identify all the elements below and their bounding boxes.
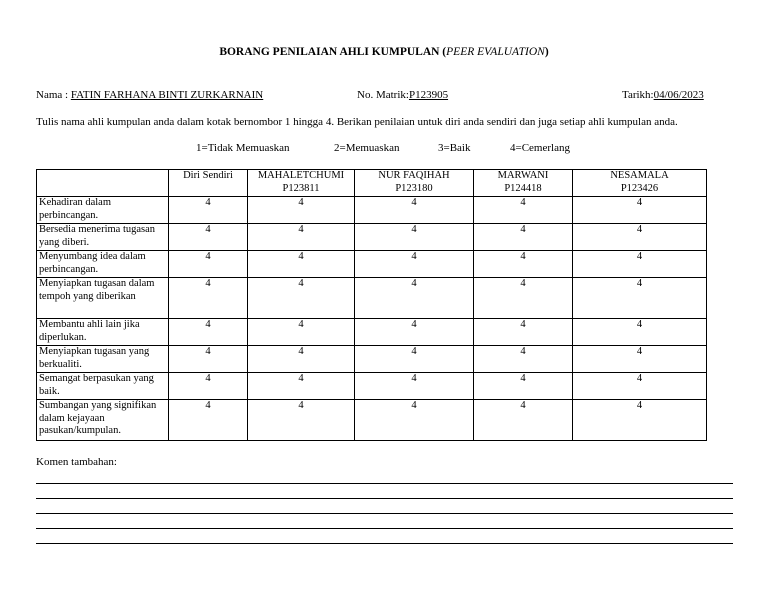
- nama-line: [36, 89, 263, 101]
- criterion-cell: Menyiapkan tugasan dalam tempoh yang diberikan: [37, 278, 169, 319]
- table-row: [37, 400, 707, 441]
- col-matrik: P123426: [620, 182, 659, 194]
- score-cell: 4: [355, 373, 474, 400]
- matrik-value: P123905: [408, 89, 449, 101]
- table-header-row: [37, 170, 707, 197]
- score-cell: 4: [169, 197, 248, 224]
- score-cell: 4: [573, 278, 707, 319]
- score-cell: 4: [474, 197, 573, 224]
- score-cell: 4: [169, 319, 248, 346]
- matrik-label: No. Matrik:: [357, 89, 409, 101]
- title-end: ): [544, 46, 549, 58]
- score-cell: 4: [573, 346, 707, 373]
- score-cell: 4: [355, 346, 474, 373]
- instruction-text: Tulis nama ahli kumpulan anda dalam kotak bernombor 1 hingga 4. Berikan penilaian untuk diri anda sendiri dan juga setiap ahli kumpulan anda.: [36, 116, 678, 128]
- criterion-cell: Bersedia menerima tugasan yang diberi.: [37, 224, 169, 251]
- score-cell: 4: [248, 224, 355, 251]
- title-main: BORANG PENILAIAN AHLI KUMPULAN (: [219, 46, 447, 58]
- criterion-cell: Menyumbang idea dalam perbincangan.: [37, 251, 169, 278]
- score-cell: 4: [355, 319, 474, 346]
- table-row: [37, 278, 707, 319]
- criterion-cell: Sumbangan yang signifikan dalam kejayaan pasukan/kumpulan.: [37, 400, 169, 441]
- header-col-3: [474, 170, 573, 197]
- score-cell: 4: [248, 251, 355, 278]
- score-cell: 4: [573, 319, 707, 346]
- col-name: NUR FAQIHAH: [378, 170, 450, 181]
- title-italic: PEER EVALUATION: [446, 46, 545, 58]
- criterion-cell: Membantu ahli lain jika diperlukan.: [37, 319, 169, 346]
- score-cell: 4: [474, 400, 573, 441]
- tarikh-value: 04/06/2023: [653, 89, 704, 101]
- header-criterion: [37, 170, 169, 197]
- header-col-1: [248, 170, 355, 197]
- criterion-cell: Kehadiran dalam perbincangan.: [37, 197, 169, 224]
- score-cell: 4: [169, 251, 248, 278]
- nama-label: Nama :: [36, 89, 71, 101]
- table-row: [37, 251, 707, 278]
- score-cell: 4: [169, 224, 248, 251]
- score-cell: 4: [573, 197, 707, 224]
- scale-4: 4=Cemerlang: [510, 142, 570, 154]
- comment-line[interactable]: [36, 543, 733, 544]
- score-cell: 4: [169, 346, 248, 373]
- comment-line[interactable]: [36, 528, 733, 529]
- comment-line[interactable]: [36, 498, 733, 499]
- criterion-cell: Menyiapkan tugasan yang berkualiti.: [37, 346, 169, 373]
- score-cell: 4: [474, 319, 573, 346]
- score-cell: 4: [248, 400, 355, 441]
- form-title: [0, 46, 768, 58]
- score-cell: 4: [474, 251, 573, 278]
- score-cell: 4: [355, 251, 474, 278]
- table-row: [37, 373, 707, 400]
- col-name: MARWANI: [497, 170, 549, 181]
- score-cell: 4: [355, 224, 474, 251]
- header-col-0: [169, 170, 248, 197]
- score-cell: 4: [248, 319, 355, 346]
- table-row: [37, 197, 707, 224]
- score-cell: 4: [474, 346, 573, 373]
- scale-2: 2=Memuaskan: [334, 142, 400, 154]
- score-cell: 4: [248, 373, 355, 400]
- score-cell: 4: [248, 278, 355, 319]
- score-cell: 4: [573, 251, 707, 278]
- col-matrik: P123811: [282, 182, 320, 194]
- matrik-line: [357, 89, 448, 101]
- col-matrik: P124418: [504, 182, 542, 194]
- score-cell: 4: [474, 373, 573, 400]
- table-row: [37, 224, 707, 251]
- score-cell: 4: [248, 346, 355, 373]
- header-col-4: [573, 170, 707, 197]
- tarikh-label: Tarikh:: [622, 89, 654, 101]
- score-cell: 4: [355, 197, 474, 224]
- table-row: [37, 346, 707, 373]
- evaluation-table: [36, 169, 707, 441]
- header-col-2: [355, 170, 474, 197]
- tarikh-line: [622, 89, 704, 101]
- comment-line[interactable]: [36, 483, 733, 484]
- scale-1: 1=Tidak Memuaskan: [196, 142, 290, 154]
- scale-3: 3=Baik: [438, 142, 471, 154]
- col-name: MAHALETCHUMI: [257, 170, 345, 181]
- col-name: Diri Sendiri: [183, 170, 233, 181]
- score-cell: 4: [248, 197, 355, 224]
- criterion-cell: Semangat berpasukan yang baik.: [37, 373, 169, 400]
- score-cell: 4: [573, 224, 707, 251]
- score-cell: 4: [169, 278, 248, 319]
- score-cell: 4: [474, 224, 573, 251]
- score-cell: 4: [573, 400, 707, 441]
- nama-value: FATIN FARHANA BINTI ZURKARNAIN: [70, 89, 264, 101]
- col-matrik: P123180: [395, 182, 433, 194]
- score-cell: 4: [169, 373, 248, 400]
- score-cell: 4: [573, 373, 707, 400]
- col-name: NESAMALA: [610, 170, 669, 181]
- table-row: [37, 319, 707, 346]
- score-cell: 4: [474, 278, 573, 319]
- score-cell: 4: [355, 278, 474, 319]
- score-cell: 4: [355, 400, 474, 441]
- comment-line[interactable]: [36, 513, 733, 514]
- komen-label: Komen tambahan:: [36, 456, 117, 468]
- score-cell: 4: [169, 400, 248, 441]
